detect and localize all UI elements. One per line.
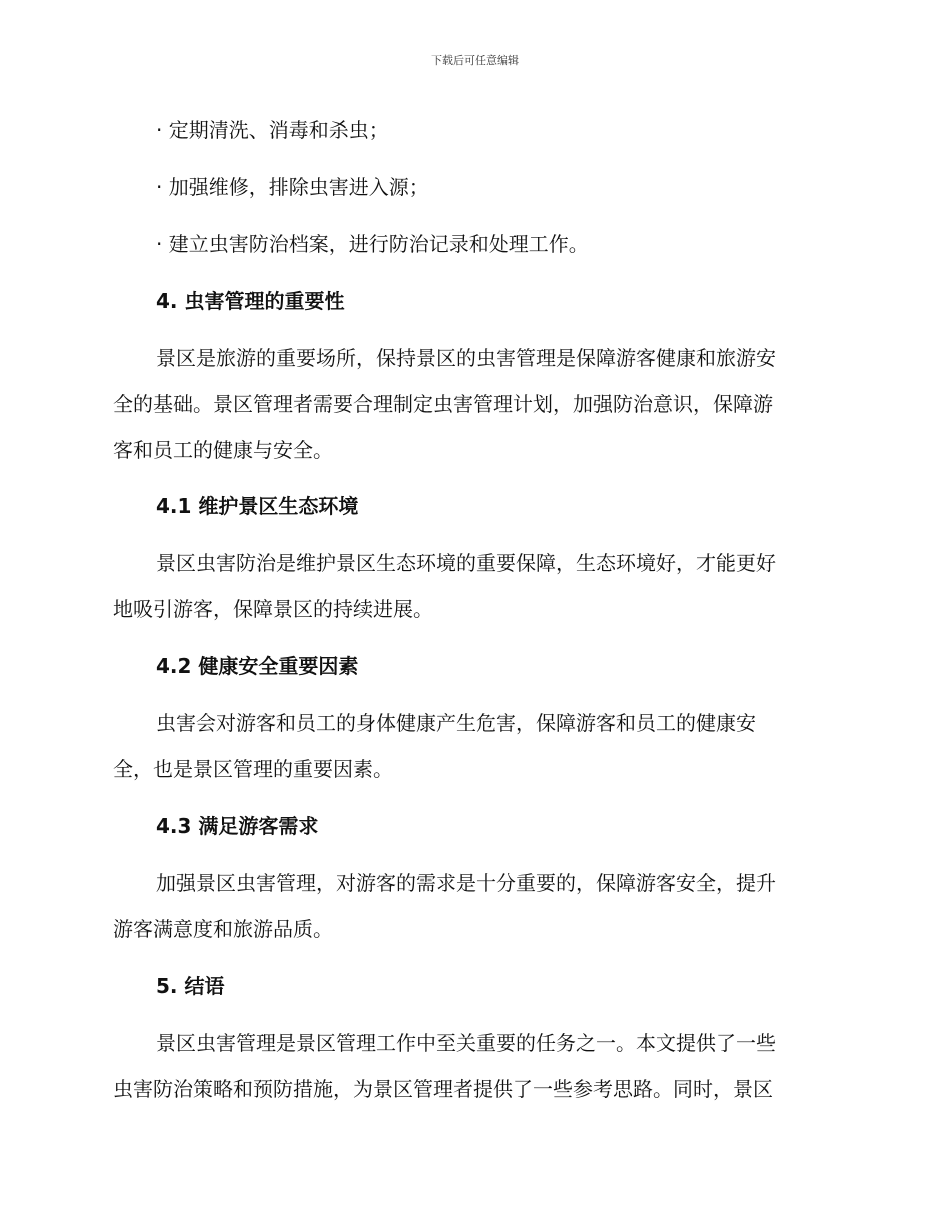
paragraph-line: 景区是旅游的重要场所，保持景区的虫害管理是保障游客健康和旅游安: [156, 346, 776, 370]
page-header: 下载后可任意编辑: [431, 54, 519, 67]
section-heading: 4.1 维护景区生态环境: [156, 494, 359, 518]
paragraph-line: 客和员工的健康与安全。: [113, 438, 333, 462]
paragraph-line: 全，也是景区管理的重要因素。: [113, 757, 393, 781]
section-heading: 4.2 健康安全重要因素: [156, 654, 359, 678]
section-heading: 4. 虫害管理的重要性: [156, 289, 345, 313]
paragraph-line: 景区虫害防治是维护景区生态环境的重要保障，生态环境好，才能更好: [156, 551, 776, 575]
paragraph-line: 景区虫害管理是景区管理工作中至关重要的任务之一。本文提供了一些: [156, 1031, 776, 1055]
bullet-item: · 建立虫害防治档案，进行防治记录和处理工作。: [156, 232, 589, 256]
paragraph-line: 加强景区虫害管理，对游客的需求是十分重要的，保障游客安全，提升: [156, 871, 776, 895]
section-heading: 5. 结语: [156, 974, 225, 998]
section-heading: 4.3 满足游客需求: [156, 814, 319, 838]
paragraph-line: 全的基础。景区管理者需要合理制定虫害管理计划，加强防治意识，保障游: [113, 392, 773, 416]
paragraph-line: 地吸引游客，保障景区的持续进展。: [113, 597, 433, 621]
paragraph-line: 虫害会对游客和员工的身体健康产生危害，保障游客和员工的健康安: [156, 711, 756, 735]
paragraph-line: 虫害防治策略和预防措施，为景区管理者提供了一些参考思路。同时，景区: [113, 1077, 773, 1101]
bullet-item: · 定期清洗、消毒和杀虫；: [156, 118, 389, 142]
paragraph-line: 游客满意度和旅游品质。: [113, 917, 333, 941]
bullet-item: · 加强维修，排除虫害进入源；: [156, 175, 429, 199]
